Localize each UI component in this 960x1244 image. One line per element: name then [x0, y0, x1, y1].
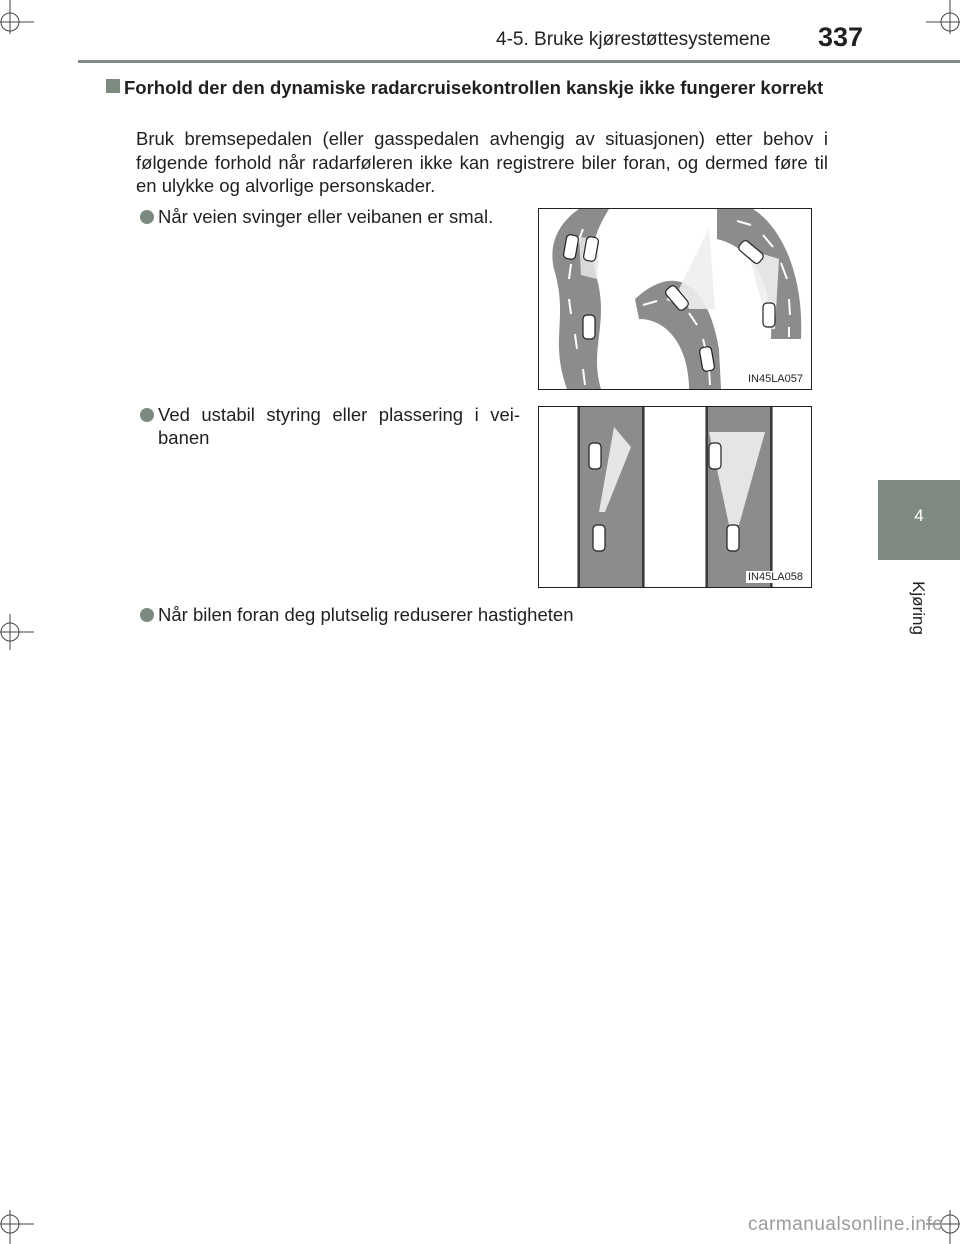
page-number: 337 — [818, 22, 864, 52]
heading-square-icon — [106, 79, 120, 93]
chapter-tab — [878, 480, 960, 560]
footer-watermark: carmanualsonline.info — [748, 1214, 944, 1235]
bullet-item-1: Når veien svinger eller veibanen er smal. — [158, 206, 494, 227]
curved-roads-illustration — [539, 209, 811, 389]
bullet-item-2: Ved ustabil styring eller plassering i vei-banen — [158, 404, 520, 448]
crop-mark-top-right — [920, 0, 960, 40]
section-heading: Forhold der den dynamiske radarcruisekontrollen kanskje ikke fungerer korrekt — [124, 77, 824, 98]
figure-straight-lanes — [538, 406, 812, 588]
chapter-label: Kjøring — [909, 581, 928, 635]
bullet-circle-icon — [140, 408, 154, 422]
section-title: 4-5. Bruke kjørestøttesystemene — [496, 29, 771, 50]
figure-code-1: IN45LA057 — [747, 373, 803, 385]
bullet-circle-icon — [140, 608, 154, 622]
figure-code-2: IN45LA058 — [747, 571, 803, 583]
crop-mark-bottom-left — [0, 1204, 40, 1244]
bullet-item-3: Når bilen foran deg plutselig reduserer hastigheten — [158, 604, 574, 625]
crop-mark-mid-left — [0, 612, 40, 652]
intro-paragraph: Bruk bremsepedalen (eller gasspedalen avhengig av situasjonen) etter behov i følgende forhold når radarføleren ikke kan registrere biler foran, og dermed føre til en ulykke og alvorlige personskader. — [136, 128, 828, 196]
crop-mark-top-left — [0, 0, 40, 40]
header-divider — [78, 60, 960, 63]
bullet-circle-icon — [140, 210, 154, 224]
chapter-number: 4 — [914, 506, 924, 525]
figure-curved-roads — [538, 208, 812, 390]
straight-lanes-illustration — [539, 407, 811, 587]
